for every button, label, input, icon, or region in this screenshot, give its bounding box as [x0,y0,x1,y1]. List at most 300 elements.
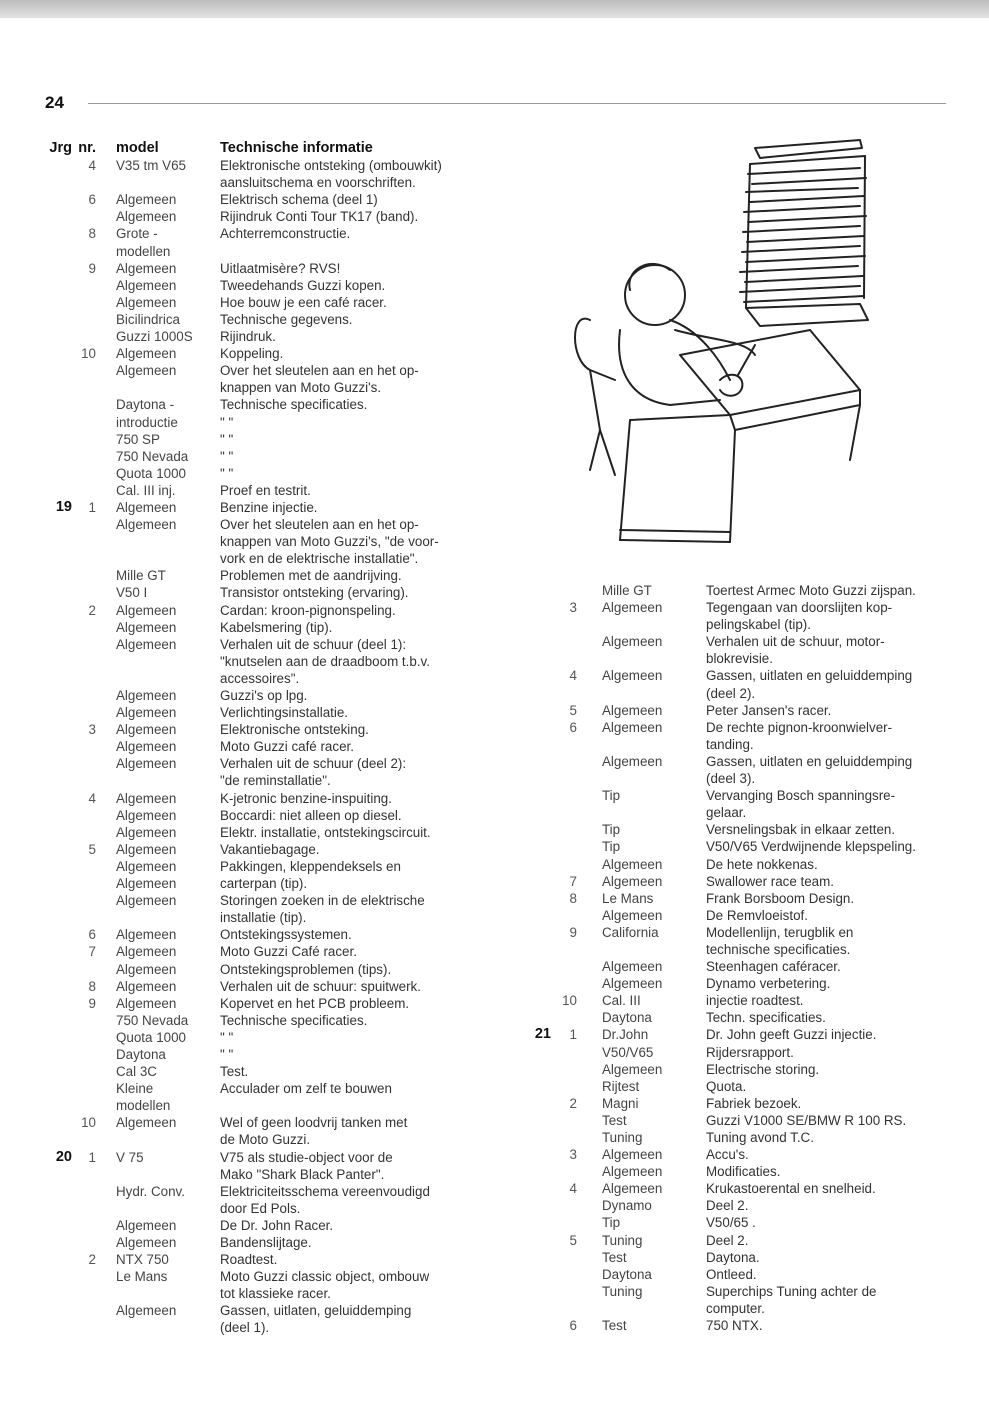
cell-jrg [531,582,551,599]
header-nr: nr. [78,140,96,156]
table-row [531,873,951,890]
cell-jrg [531,1009,551,1026]
info-line: Problemen met de aandrijving. [220,568,402,584]
cell-info [220,1097,465,1114]
cell-nr [551,1112,602,1129]
info-line: Technische specificaties. [220,1012,368,1028]
cell-jrg [42,584,72,601]
info-line: De Dr. John Racer. [220,1217,334,1233]
table-row [42,926,472,943]
info-line: (deel 2). [706,685,756,701]
cell-jrg [42,687,72,704]
cell-model: Cal 3C [116,1064,157,1080]
info-line: Benzine injectie. [220,499,318,515]
cell-model: Algemeen [602,959,663,975]
table-row [42,1302,472,1336]
cell-model: California [602,924,659,940]
cell-nr [551,1129,602,1146]
cell-info [706,1283,938,1317]
table-row [42,567,472,584]
info-line: aansluitschema en voorschriften. [220,175,416,191]
table-row [531,1180,951,1197]
cell-model: Tip [602,839,621,855]
info-line: (deel 1). [220,1320,270,1336]
info-line: Dynamo verbetering. [706,976,831,992]
info-line: Storingen zoeken in de elektrische [220,893,425,909]
info-line: Proef en testrit. [220,482,311,498]
cell-model: Algemeen [116,944,177,960]
cell-nr [72,738,116,755]
cell-nr [551,907,602,924]
cell-nr [72,1302,116,1336]
info-line: " " [220,465,234,481]
info-line: V50/V65 Verdwijnende klepspeling. [706,839,916,855]
info-line: Verhalen uit de schuur: spuitwerk. [220,978,421,994]
cell-jrg [531,599,551,633]
cell-info [220,841,465,858]
table-row [42,619,472,636]
info-line: Bandenslijtage. [220,1235,312,1250]
table-row [531,719,951,753]
table-row [42,294,472,311]
table-row [42,396,472,413]
cell-nr [72,1063,116,1080]
cell-model: Tuning [602,1130,643,1145]
cell-jrg [531,787,551,821]
cell-jrg [531,1095,551,1112]
table-row [531,1283,951,1317]
info-line: Electrische storing. [706,1061,820,1077]
info-line: gelaar. [706,805,747,821]
table-row [531,667,951,701]
cell-info [706,975,938,992]
table-row [42,225,472,242]
cell-model: Algemeen [116,363,177,379]
cell-model: Tuning [602,1283,643,1299]
cell-nr [551,1009,602,1026]
cell-nr: 5 [88,841,96,857]
cell-nr: 2 [88,1252,96,1268]
table-row [42,208,472,225]
table-row [42,824,472,841]
cell-model: Algemeen [116,841,177,857]
info-line: carterpan (tip). [220,876,308,892]
cell-model: modellen [116,1098,171,1114]
table-row [531,1266,951,1283]
cell-jrg [531,1146,551,1163]
cell-info [706,633,938,667]
cell-nr [72,328,116,345]
cell-info [220,602,465,619]
cell-jrg [42,414,72,431]
table-row [531,856,951,873]
cell-info [220,414,465,431]
cell-model: Algemeen [116,722,177,738]
cell-jrg: 19 [55,498,72,515]
cell-jrg [531,719,551,753]
cell-model: 750 Nevada [116,1012,189,1028]
cell-model: Le Mans [602,890,654,906]
info-line: Hoe bouw je een café racer. [220,294,387,310]
info-line: Kopervet en het PCB probleem. [220,995,410,1011]
info-line: Modificaties. [706,1164,781,1180]
header-jrg: Jrg [49,140,72,156]
cell-model: Algemeen [116,517,177,533]
cell-model: Kleine [116,1081,154,1097]
cell-jrg [531,1197,551,1214]
cell-jrg [42,943,72,960]
cell-jrg [531,633,551,667]
cell-info [220,1217,465,1234]
cell-model: 750 SP [116,431,160,447]
cell-info [220,448,465,465]
cell-model: Algemeen [116,619,177,635]
cell-info [706,599,938,633]
cell-info [706,1163,938,1180]
info-line: Superchips Tuning achter de [706,1283,877,1299]
cell-info [220,619,465,636]
info-line: Boccardi: niet alleen op diesel. [220,807,402,823]
cell-nr [72,208,116,225]
info-line: " " [220,1029,234,1045]
cell-jrg [42,978,72,995]
cell-jrg [42,790,72,807]
cell-info [706,1249,938,1266]
cell-jrg [531,975,551,992]
cell-model: Rijtest [602,1078,640,1094]
cell-model: Algemeen [116,1217,177,1233]
cell-info [220,943,465,960]
cell-jrg [531,1129,551,1146]
cell-info [220,1063,465,1080]
table-row [531,702,951,719]
cell-jrg [42,157,72,191]
cell-jrg [42,277,72,294]
info-line: De Remvloeistof. [706,907,808,923]
cell-model: Mille GT [602,583,652,598]
cell-info [706,1061,938,1078]
info-line: " " [220,448,234,464]
cell-info [220,1234,465,1251]
cell-info [220,345,465,362]
cell-jrg [531,1112,551,1129]
info-line: Guzzi's op lpg. [220,688,308,703]
cell-nr [551,1078,602,1095]
cell-nr: 5 [569,1232,577,1248]
cell-model: Algemeen [602,1061,663,1077]
table-row [42,260,472,277]
table-row [531,1317,951,1334]
cell-model: Algemeen [116,927,177,943]
table-row [42,636,472,687]
cell-info [706,1214,938,1231]
table-row [42,516,472,567]
cell-jrg [42,738,72,755]
cell-jrg [531,1249,551,1266]
info-line: Vervanging Bosch spanningsre- [706,788,896,804]
info-line: Rijdersrapport. [706,1044,794,1060]
info-line: K-jetronic benzine-inspuiting. [220,790,392,806]
cell-model: Tuning [602,1232,643,1248]
cell-jrg [42,345,72,362]
cell-jrg [42,225,72,242]
info-line: Deel 2. [706,1198,749,1214]
cell-nr [72,294,116,311]
table-row [42,465,472,482]
cell-info [706,753,938,787]
info-line: tanding. [706,736,754,752]
info-line: pelingskabel (tip). [706,617,811,633]
cell-nr: 3 [88,722,96,738]
cell-model: Algemeen [116,978,177,994]
cell-jrg [531,1214,551,1231]
table-row [42,978,472,995]
cell-nr [551,856,602,873]
cell-info [706,1197,938,1214]
table-row [42,858,472,875]
cell-model: Tip [602,822,621,838]
cell-info [220,1251,465,1268]
cell-jrg [42,961,72,978]
cell-nr [72,892,116,926]
cell-info [220,1302,465,1336]
cell-info [220,995,465,1012]
cell-nr: 6 [88,927,96,943]
cell-model: Algemeen [602,634,663,650]
cell-info [220,516,465,567]
cell-model: Algemeen [116,790,177,806]
cell-info [706,856,938,873]
cell-model: Algemeen [116,277,177,293]
info-line: Ontstekingssystemen. [220,927,352,943]
table-row [531,992,951,1009]
cell-info [220,636,465,687]
info-line [220,1097,465,1114]
info-line: (deel 3). [706,771,756,787]
table-row [42,311,472,328]
table-row [531,753,951,787]
cell-model: introductie [116,414,178,430]
table-row [42,499,472,516]
cell-model: Algemeen [602,719,663,735]
table-row [531,1232,951,1249]
cell-model: V35 tm V65 [116,158,186,174]
table-row [42,738,472,755]
cell-nr [72,567,116,584]
table-row [42,191,472,208]
cell-model: Algemeen [602,907,663,923]
cell-nr: 5 [569,702,577,718]
info-line: Daytona. [706,1249,760,1265]
cell-info [706,702,938,719]
cell-info [706,1266,938,1283]
table-row [42,841,472,858]
table-row [42,362,472,396]
cell-jrg [42,362,72,396]
info-line: Over het sleutelen aan en het op- [220,517,419,533]
cell-model: Algemeen [116,824,177,840]
cell-jrg [531,753,551,787]
cell-info [220,790,465,807]
table-row [531,975,951,992]
table-row [531,1095,951,1112]
cell-model: Quota 1000 [116,1029,186,1045]
cell-jrg [42,191,72,208]
cell-model: Algemeen [116,602,177,618]
cell-model: 750 Nevada [116,448,189,464]
info-line: "knutselen aan de draadboom t.b.v. [220,653,430,669]
table-row [42,721,472,738]
cell-nr [551,1061,602,1078]
info-line: Guzzi V1000 SE/BMW R 100 RS. [706,1112,907,1128]
cell-nr [72,858,116,875]
cell-jrg [531,958,551,975]
cell-nr [72,1268,116,1302]
cell-model: Daytona [602,1266,652,1282]
table-row [531,633,951,667]
table-row [531,1061,951,1078]
cell-model: V50/V65 [602,1044,654,1060]
info-line: Verlichtingsinstallatie. [220,705,349,721]
cell-nr: 10 [562,993,577,1009]
cell-jrg [42,243,72,260]
cell-model: Algemeen [116,893,177,909]
info-line: Elektronische ontsteking (ombouwkit) [220,158,442,174]
cell-jrg [531,924,551,958]
info-line: installatie (tip). [220,910,307,926]
page-number: 24 [45,93,64,112]
cell-nr: 3 [569,600,577,616]
table-row [42,807,472,824]
cell-nr [72,1217,116,1234]
table-row [531,599,951,633]
info-line: Tuning avond T.C. [706,1130,814,1145]
cell-info [706,1078,938,1095]
table-row [531,1009,951,1026]
cell-nr [551,582,602,599]
cell-jrg [42,567,72,584]
table-row [42,1217,472,1234]
cell-model: Algemeen [602,600,663,616]
cell-nr [551,838,602,855]
cell-info [220,584,465,601]
header-model: model [116,140,159,156]
info-line: Versnelingsbak in elkaar zetten. [706,822,896,838]
info-line: Elektronische ontsteking. [220,722,369,738]
cell-model: Magni [602,1095,639,1111]
cell-nr [551,1044,602,1061]
info-line: Verhalen uit de schuur (deel 2): [220,756,407,772]
info-line: Steenhagen caféracer. [706,959,841,975]
cell-nr: 1 [569,1027,577,1043]
cell-info [220,311,465,328]
cell-info [220,875,465,892]
table-row [531,1197,951,1214]
table-row [42,448,472,465]
info-line: de Moto Guzzi. [220,1132,311,1148]
table-row [531,1044,951,1061]
info-line: Toertest Armec Moto Guzzi zijspan. [706,583,916,598]
cell-nr: 9 [88,260,96,276]
cell-nr [551,821,602,838]
info-line: door Ed Pols. [220,1200,301,1216]
cell-nr [551,1283,602,1317]
cell-model: Tip [602,1215,621,1231]
cell-nr [72,311,116,328]
table-row [531,582,951,599]
info-line: Dr. John geeft Guzzi injectie. [706,1027,877,1043]
cell-jrg [42,841,72,858]
table-row [42,602,472,619]
info-line: knappen van Moto Guzzi's, "de voor- [220,534,439,550]
cell-jrg [42,619,72,636]
cell-info [220,277,465,294]
cell-nr [72,516,116,567]
cell-info [220,807,465,824]
info-line: injectie roadtest. [706,993,804,1009]
cell-jrg [42,704,72,721]
table-row [531,1026,951,1043]
cell-info [220,243,465,260]
cell-jrg: 20 [55,1148,72,1165]
cell-nr: 6 [88,192,96,208]
cell-jrg: 21 [534,1026,551,1043]
cell-info [220,824,465,841]
cell-info [706,958,938,975]
cell-info [220,191,465,208]
illustration-person-at-desk [560,130,900,550]
cell-info [220,465,465,482]
cell-jrg [42,1029,72,1046]
cell-nr: 10 [81,1115,96,1131]
cell-jrg [42,1217,72,1234]
cell-info [706,1026,938,1043]
cell-model: Algemeen [116,346,177,362]
cell-model: Algemeen [602,1164,663,1180]
table-row [42,345,472,362]
cell-nr: 8 [569,890,577,906]
cell-nr [72,704,116,721]
info-line: Rijindruk Conti Tour TK17 (band). [220,209,419,225]
cell-info [706,992,938,1009]
table-row [42,995,472,1012]
cell-info [706,907,938,924]
cell-nr [551,1214,602,1231]
cell-info [220,362,465,396]
cell-model: Algemeen [116,739,177,755]
cell-info [220,704,465,721]
cell-model: Test [602,1249,627,1265]
cell-model: Algemeen [602,873,663,889]
info-line: Quota. [706,1078,747,1094]
cell-model: Algemeen [116,192,177,208]
table-row [531,1078,951,1095]
cell-nr: 1 [88,1149,96,1165]
info-line: "de reminstallatie". [220,773,331,789]
cell-nr: 2 [88,602,96,618]
cell-info [706,582,938,599]
scan-top-edge [0,0,989,18]
index-table-right [531,582,951,1334]
cell-info [706,1146,938,1163]
info-line: De hete nokkenas. [706,856,818,872]
cell-jrg [42,1234,72,1251]
cell-info [706,1009,938,1026]
cell-nr [72,584,116,601]
cell-info [220,396,465,413]
cell-nr [72,636,116,687]
cell-nr [72,1097,116,1114]
